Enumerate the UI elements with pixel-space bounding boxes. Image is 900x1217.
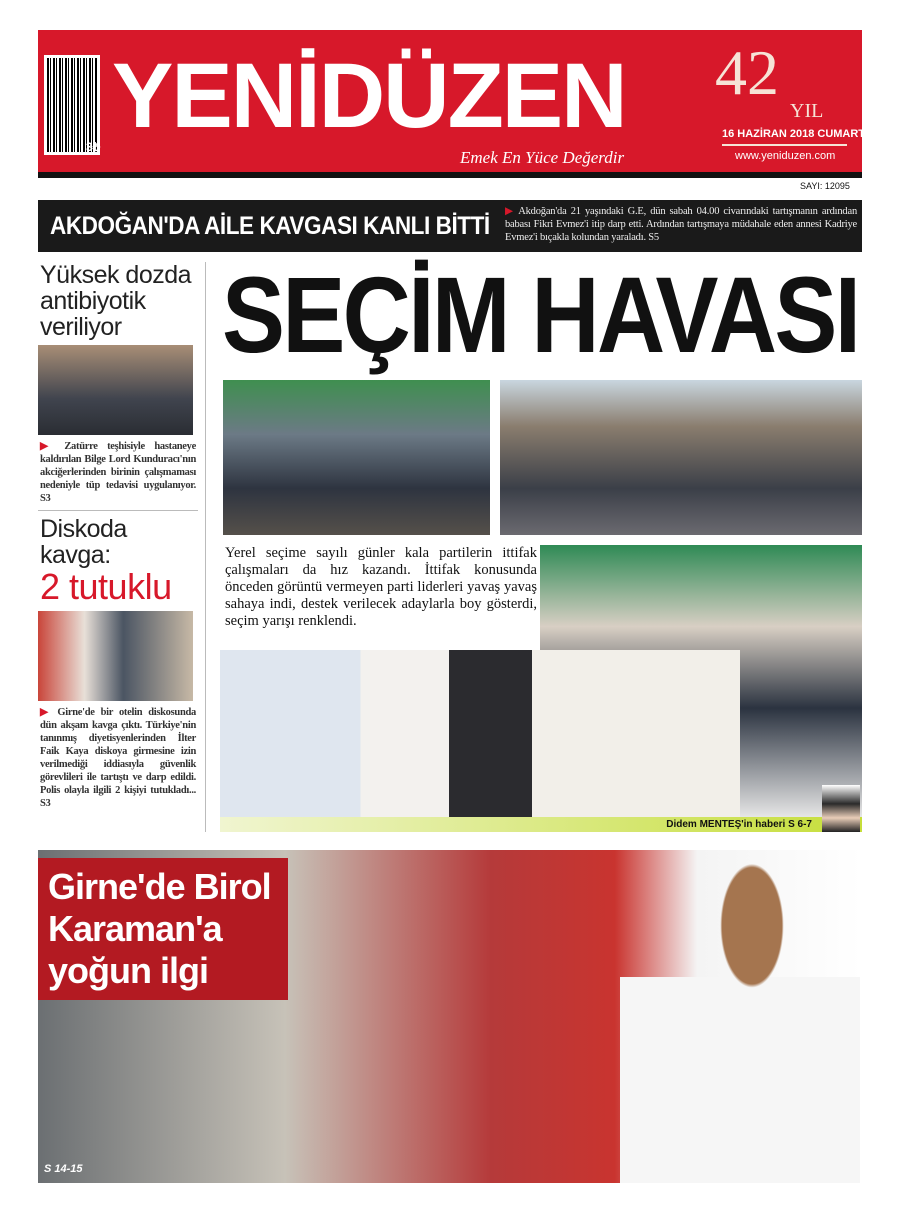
newspaper-logo: YENİDÜZEN: [112, 45, 626, 147]
candidate-photo: [620, 840, 860, 1183]
side-photo-1: [38, 345, 193, 435]
side-text-2: [38, 706, 196, 810]
side-photo-2: [38, 611, 193, 701]
main-photo-2: [500, 380, 862, 535]
arrow-icon: ▶: [40, 707, 58, 718]
banner-headline: AKDOĞAN'DA AİLE KAVGASI KANLI BİTTİ: [50, 212, 490, 240]
main-photo-1: [223, 380, 490, 535]
price: 3₺: [86, 140, 101, 154]
arrow-icon: ▶: [40, 441, 65, 452]
side-text-2-body: Girne'de bir otelin diskosunda dün akşam kavga çıktı. Türkiye'nin tanınmış diyetisyenlerinden İlter Faik Kaya diskoya girmesine izin verilmediği iddiasıyla güvenlik görevlileri ile tartıştı ve darp edildi. Polis olayla ilgili 2 kişiyi tutukladı...: [40, 707, 196, 796]
issue-number: SAYI: 12095: [800, 181, 850, 191]
page-ref: S3: [40, 493, 51, 504]
byline-caption: Didem MENTEŞ'in haberi S 6-7: [220, 817, 862, 832]
column-divider: [205, 262, 206, 832]
left-column: [38, 262, 198, 810]
main-lead: Yerel seçime sayılı günler kala partilerin ittifak çalışmaları da hız kazandı. İttifak konusunda önceden görüntü vermeyen parti liderleri yavaş yavaş sahaya indi, destek verilecek adaylarla boy gösterdi, seçim yarışı renklendi.: [225, 545, 537, 629]
side-headline-2: Diskoda kavga:: [40, 515, 127, 569]
side-divider: [38, 510, 198, 511]
author-photo: [822, 785, 860, 832]
bottom-page-ref: S 14-15: [44, 1163, 83, 1175]
arrow-icon: ▶: [505, 206, 519, 217]
website-url[interactable]: www.yeniduzen.com: [735, 150, 836, 162]
anniversary-years: 42: [715, 37, 779, 108]
slogan: Emek En Yüce Değerdir: [460, 148, 625, 167]
anniversary-label: YIL: [790, 100, 824, 122]
page-ref: S3: [40, 798, 51, 809]
candidates-portrait: [220, 650, 740, 817]
issue-date: 16 HAZİRAN 2018 CUMARTESİ: [722, 128, 847, 146]
main-headline: SEÇİM HAVASI: [222, 254, 859, 375]
banner-text: [505, 205, 857, 244]
side-headline-2b: 2 tutuklu: [40, 566, 172, 607]
side-text-1: [38, 440, 196, 505]
banner-text-body: Akdoğan'da 21 yaşındaki G.E, dün sabah 04.00 civarındaki tartışmanın ardından babası Fikri Evmez'i itip darp etti. Ardından tartışmaya müdahale eden annesi Kadriye Evmez'i bıçakla kolundan yaraladı. S5: [505, 206, 857, 243]
masthead-rule: [38, 172, 862, 178]
bottom-headline: Girne'de Birol Karaman'a yoğun ilgi: [38, 858, 288, 1000]
side-headline-1: Yüksek dozda antibiyotik veriliyor: [40, 261, 192, 341]
side-text-1-body: Zatürre teşhisiyle hastaneye kaldırılan Bilge Lord Kunduracı'nın akciğerlerinden birinin çalışmaması nedeniyle tüp tedavisi uygulanıyor.: [40, 441, 196, 491]
